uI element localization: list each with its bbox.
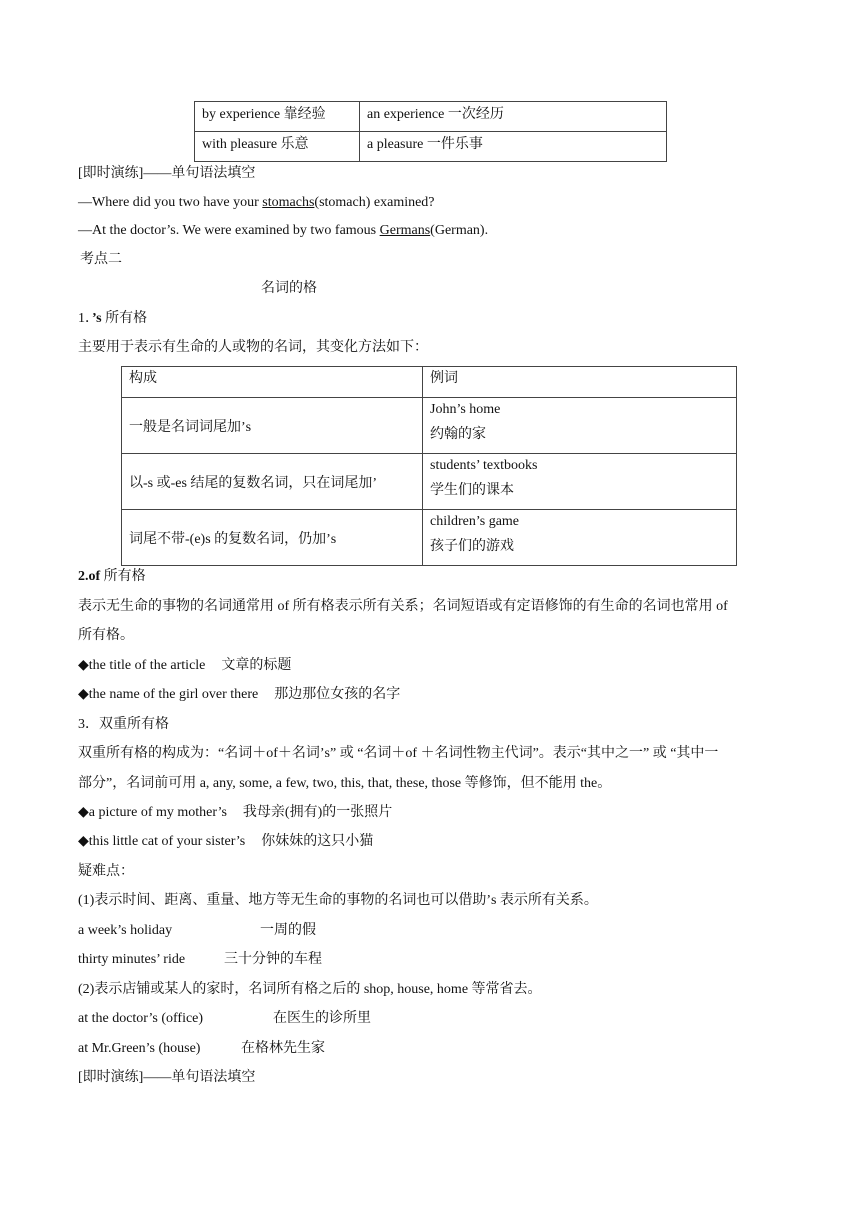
- example-zh: 在医生的诊所里: [273, 1011, 371, 1026]
- question-text: —Where did you two have your: [78, 195, 263, 210]
- example-en: thirty minutes’ ride: [78, 952, 186, 967]
- table-header: 构成: [122, 367, 423, 398]
- table-cell-rule: 词尾不带-(e)s 的复数名词，仍加’s: [122, 510, 423, 566]
- example-line: [78, 1009, 371, 1029]
- question-text: (German).: [430, 223, 489, 238]
- example-zh: 三十分钟的车程: [224, 952, 322, 967]
- table-cell-rule: 以-s 或-es 结尾的复数名词，只在词尾加’: [122, 454, 423, 510]
- note-heading: 疑难点：: [78, 864, 134, 879]
- example-en: at the doctor’s (office): [78, 1011, 204, 1026]
- example-en: John’s home: [430, 402, 501, 417]
- question-2: [78, 221, 488, 241]
- example-zh: 你妹妹的这只小猫: [261, 834, 374, 849]
- example-zh: 那边那位女孩的名字: [274, 687, 401, 702]
- question-text: (stomach) examined?: [314, 195, 435, 210]
- example-line: [78, 921, 316, 941]
- example-zh: 文章的标题: [221, 658, 292, 673]
- point-label: 考点二: [80, 252, 122, 267]
- example-zh: 我母亲(拥有)的一张照片: [242, 805, 393, 820]
- paragraph: 部分”，名词前可用 a, any, some, a few, two, this, that, these, those 等修饰，但不能用 the。: [78, 776, 612, 791]
- subsection-heading: [78, 567, 146, 587]
- paragraph: 表示无生命的事物的名词通常用 of 所有格表示所有关系；名词短语或有定语修饰的有生命的名词也常用 of: [78, 599, 728, 614]
- table-cell: with pleasure 乐意: [195, 132, 360, 162]
- table-cell-example: [423, 454, 737, 510]
- paragraph: (2)表示店铺或某人的家时，名词所有格之后的 shop, house, home 等常省去。: [78, 982, 542, 997]
- example-line: [78, 950, 322, 970]
- example-en: ◆the name of the girl over there: [78, 687, 259, 702]
- example-line: [78, 803, 392, 823]
- example-line: [78, 685, 400, 705]
- possessive-table: [121, 366, 737, 566]
- table-row: [195, 102, 667, 132]
- paragraph: 所有格。: [78, 628, 134, 643]
- example-en: students’ textbooks: [430, 458, 538, 473]
- example-en: ◆the title of the article: [78, 658, 206, 673]
- drill-heading: [即时演练]——单句语法填空: [78, 1070, 256, 1085]
- example-zh: 约翰的家: [430, 427, 486, 442]
- subsection-heading: 3．双重所有格: [78, 717, 169, 732]
- subsection-text: 所有格: [100, 569, 146, 584]
- table-cell: an experience 一次经历: [360, 102, 667, 132]
- example-en: ◆a picture of my mother’s: [78, 805, 227, 820]
- example-line: [78, 656, 291, 676]
- paragraph: 双重所有格的构成为：“名词＋of＋名词’s” 或 “名词＋of ＋名词性物主代词”。表示“其中之一” 或 “其中一: [78, 746, 719, 761]
- subsection-bold: ’s: [92, 311, 102, 326]
- table-row: [195, 132, 667, 162]
- question-1: [78, 193, 435, 213]
- table-cell-example: [423, 510, 737, 566]
- question-text: —At the doctor’s. We were examined by two famous: [78, 223, 380, 238]
- subsection-text: 所有格: [101, 311, 148, 326]
- table-row: [122, 398, 737, 454]
- subsection-heading: [78, 309, 147, 329]
- table-row: [122, 510, 737, 566]
- example-en: ◆this little cat of your sister’s: [78, 834, 246, 849]
- example-zh: 一周的假: [260, 923, 316, 938]
- drill-heading: [即时演练]——单句语法填空: [78, 166, 256, 181]
- example-zh: 在格林先生家: [241, 1041, 325, 1056]
- comparison-table: [194, 101, 667, 162]
- example-zh: 孩子们的游戏: [430, 539, 514, 554]
- subsection-number: 1．: [78, 311, 92, 326]
- example-zh: 学生们的课本: [430, 483, 514, 498]
- table-row: [122, 454, 737, 510]
- answer: Germans: [379, 223, 431, 238]
- table-cell: a pleasure 一件乐事: [360, 132, 667, 162]
- example-line: [78, 1039, 325, 1059]
- example-en: at Mr.Green’s (house): [78, 1041, 201, 1056]
- paragraph: (1)表示时间、距离、重量、地方等无生命的事物的名词也可以借助’s 表示所有关系。: [78, 893, 598, 908]
- section-title: 名词的格: [261, 281, 317, 296]
- table-cell: by experience 靠经验: [195, 102, 360, 132]
- paragraph: 主要用于表示有生命的人或物的名词，其变化方法如下：: [78, 340, 428, 355]
- table-header-row: [122, 367, 737, 398]
- table-header: 例词: [423, 367, 737, 398]
- table-cell-rule: 一般是名词词尾加’s: [122, 398, 423, 454]
- answer: stomachs: [262, 195, 315, 210]
- example-line: [78, 832, 373, 852]
- example-en: children’s game: [430, 514, 520, 529]
- subsection-bold: 2.of: [78, 569, 101, 584]
- table-cell-example: [423, 398, 737, 454]
- example-en: a week’s holiday: [78, 923, 173, 938]
